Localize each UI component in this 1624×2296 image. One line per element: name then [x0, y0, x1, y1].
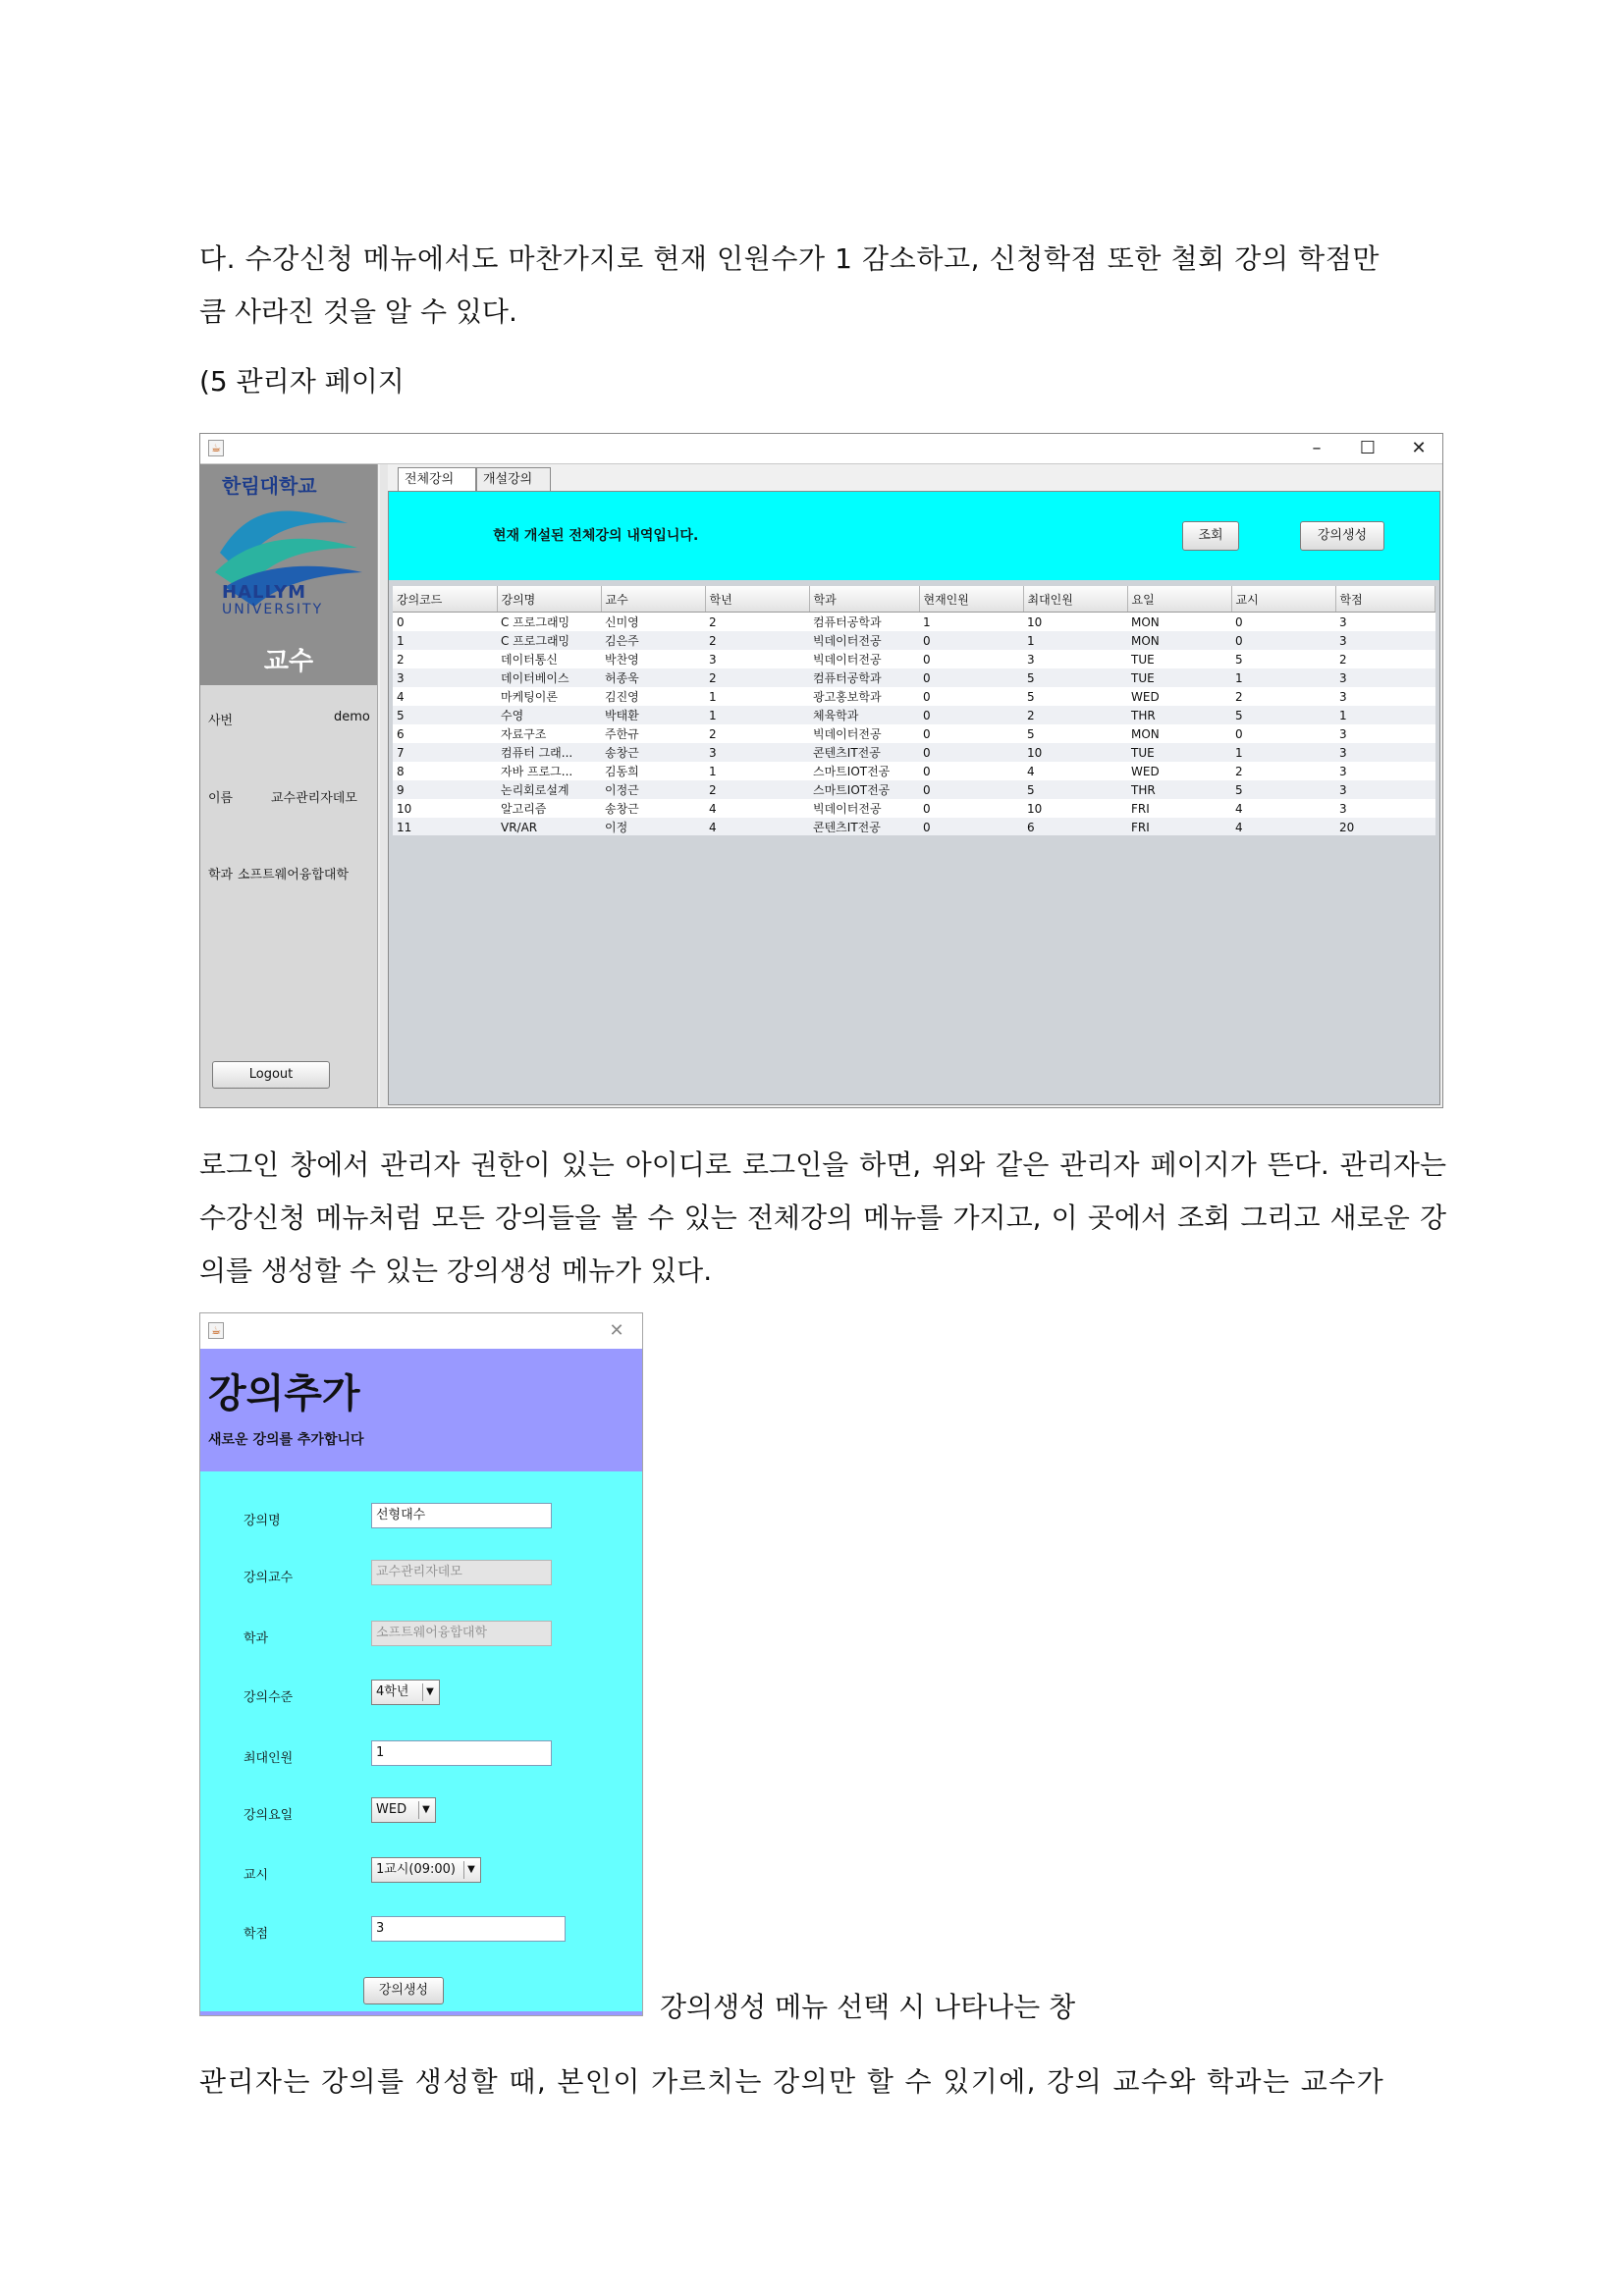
- table-row[interactable]: [393, 650, 1435, 668]
- name-label: 이름: [208, 791, 234, 806]
- table-cell: 2: [1235, 764, 1243, 778]
- table-cell: THR: [1127, 706, 1231, 724]
- level-select[interactable]: [371, 1680, 440, 1705]
- table-cell: FRI: [1131, 801, 1150, 816]
- table-row[interactable]: [393, 762, 1435, 780]
- table-cell: 3: [709, 652, 717, 667]
- table-cell: 1: [393, 631, 497, 650]
- table-cell: 이정근: [601, 780, 705, 799]
- table-cell: 빅데이터전공: [813, 802, 882, 816]
- paragraph-line-1: 다. 수강신청 메뉴에서도 마찬가지로 현재 인원수가 1 감소하고, 신청학점 또한 철회 강의 학점만: [199, 242, 1380, 275]
- table-cell: 2: [709, 726, 717, 741]
- table-cell: 0: [1235, 614, 1243, 629]
- window-titlebar: [200, 434, 1442, 464]
- java-app-icon: ☕: [208, 1322, 224, 1339]
- table-cell: 수영: [497, 706, 601, 724]
- table-cell: 0: [919, 668, 1023, 687]
- max-label: 최대인원: [244, 1751, 294, 1766]
- create-subtitle: 새로운 강의를 추가합니다: [208, 1432, 364, 1448]
- table-cell: 9: [393, 780, 497, 799]
- table-cell: 이정: [601, 818, 705, 835]
- search-button[interactable]: 조회: [1182, 521, 1239, 551]
- table-cell: 3: [705, 743, 809, 762]
- column-header[interactable]: 학점: [1335, 586, 1435, 613]
- table-cell: 빅데이터전공: [809, 631, 919, 650]
- table-header-row: [393, 586, 1435, 613]
- table-row[interactable]: [393, 631, 1435, 650]
- table-cell: 2: [1023, 706, 1127, 724]
- table-cell: 0: [919, 631, 1023, 650]
- java-app-icon: ☕: [208, 440, 224, 456]
- paragraph-line-final: 관리자는 강의를 생성할 때, 본인이 가르치는 강의만 할 수 있기에, 강의 교수와 학과는 교수가: [199, 2065, 1385, 2098]
- table-cell: 2: [705, 668, 809, 687]
- table-cell: 1: [1231, 668, 1335, 687]
- credit-field[interactable]: 3: [371, 1916, 566, 1942]
- table-cell: FRI: [1127, 818, 1231, 835]
- table-cell: 0: [397, 614, 405, 629]
- admin-window: [199, 433, 1443, 1108]
- table-row[interactable]: [393, 706, 1435, 724]
- column-header[interactable]: 최대인원: [1023, 586, 1127, 613]
- table-cell: 0: [919, 818, 1023, 835]
- dept-value: 소프트웨어융합대학: [238, 868, 350, 882]
- table-cell: 3: [1339, 726, 1347, 741]
- table-cell: MON: [1131, 726, 1160, 741]
- table-cell: WED: [1131, 764, 1160, 778]
- lecture-name-label: 강의명: [244, 1514, 281, 1528]
- day-select-value: WED: [376, 1802, 407, 1817]
- table-row[interactable]: [393, 780, 1435, 799]
- table-cell: 2: [1235, 689, 1243, 704]
- level-select-value: 4학년: [376, 1684, 409, 1699]
- table-cell: 4: [705, 818, 809, 835]
- day-label: 강의요일: [244, 1808, 294, 1823]
- table-cell: 컴퓨터공학과: [813, 615, 882, 629]
- table-cell: 11: [393, 818, 497, 835]
- lecture-name-field[interactable]: 선형대수: [371, 1503, 552, 1528]
- table-cell: 2: [1339, 652, 1347, 667]
- paragraph-line-2: 큼 사라진 것을 알 수 있다.: [199, 295, 517, 328]
- table-cell: TUE: [1127, 668, 1231, 687]
- column-header[interactable]: 학과: [809, 586, 919, 613]
- table-cell: 0: [923, 801, 931, 816]
- create-lecture-window: [199, 1312, 643, 2016]
- table-cell: 허종욱: [601, 668, 705, 687]
- table-cell: 1: [709, 689, 717, 704]
- close-icon[interactable]: ✕: [609, 1320, 624, 1341]
- paragraph-admin-desc: 로그인 창에서 관리자 권한이 있는 아이디로 로그인을 하면, 위와 같은 관리자 페이지가 뜬다. 관리자는 수강신청 메뉴처럼 모든 강의들을 볼 수 있는 전체강의 메뉴를 가지고, 이 곳에서 조회 그리고 새로운 강의를 생성할 수 있는 강의생성 메뉴가 있다.: [199, 1148, 1446, 1287]
- table-cell: 컴퓨터공학과: [809, 668, 919, 687]
- column-header[interactable]: 요일: [1127, 586, 1231, 613]
- tab-content: [388, 491, 1440, 1105]
- table-cell: 4: [1027, 764, 1035, 778]
- table-row[interactable]: [393, 743, 1435, 762]
- table-cell: 주한규: [605, 727, 639, 741]
- table-cell: 3: [1335, 780, 1435, 799]
- table-cell: 콘텐츠IT전공: [809, 743, 919, 762]
- lecture-table: [393, 586, 1435, 835]
- table-cell: 2: [397, 652, 405, 667]
- table-cell: 송창근: [601, 743, 705, 762]
- professor-field: 교수관리자데모: [371, 1560, 552, 1585]
- chevron-down-icon: ▼: [422, 1683, 437, 1701]
- table-cell: 1: [709, 764, 717, 778]
- table-cell: 알고리즘: [501, 802, 547, 816]
- close-icon[interactable]: ✕: [1411, 438, 1427, 458]
- table-cell: 7: [393, 743, 497, 762]
- table-cell: VR/AR: [497, 818, 601, 835]
- table-cell: TUE: [1127, 743, 1231, 762]
- table-cell: 1: [1023, 631, 1127, 650]
- table-cell: 0: [923, 764, 931, 778]
- chevron-down-icon: ▼: [463, 1861, 478, 1879]
- dept-label: 학과: [208, 868, 234, 882]
- table-cell: 5: [1231, 706, 1335, 724]
- university-logo: [200, 464, 377, 685]
- table-cell: 3: [1339, 614, 1347, 629]
- name-value: 교수관리자데모: [271, 791, 357, 806]
- table-cell: 3: [1335, 743, 1435, 762]
- table-cell: 2: [705, 631, 809, 650]
- chevron-down-icon: ▼: [418, 1801, 433, 1819]
- column-header[interactable]: 교수: [601, 586, 705, 613]
- table-cell: 3: [1339, 801, 1347, 816]
- period-label: 교시: [244, 1868, 269, 1883]
- table-cell: 5: [1023, 780, 1127, 799]
- dept-label: 학과: [244, 1631, 269, 1646]
- table-cell: 3: [1339, 689, 1347, 704]
- table-cell: 박태환: [601, 706, 705, 724]
- table-row[interactable]: [393, 668, 1435, 687]
- info-message: 현재 개설된 전체강의 내역입니다.: [493, 528, 699, 544]
- table-cell: 3: [1335, 668, 1435, 687]
- submit-create-button[interactable]: 강의생성: [363, 1977, 444, 2004]
- table-cell: 마케팅이론: [501, 690, 558, 704]
- table-cell: MON: [1131, 614, 1160, 629]
- professor-label: 강의교수: [244, 1571, 294, 1585]
- column-header[interactable]: 현재인원: [919, 586, 1023, 613]
- table-cell: 스마트IOT전공: [809, 780, 919, 799]
- table-cell: 10: [1027, 614, 1043, 629]
- table-row[interactable]: [393, 799, 1435, 818]
- table-cell: 송창근: [605, 802, 639, 816]
- logout-button[interactable]: Logout: [212, 1061, 330, 1089]
- table-cell: 4: [1231, 818, 1335, 835]
- table-row[interactable]: [393, 724, 1435, 743]
- table-cell: 1: [1231, 743, 1335, 762]
- table-cell: 5: [393, 706, 497, 724]
- table-cell: 광고홍보학과: [813, 690, 882, 704]
- table-cell: 5: [1231, 780, 1335, 799]
- column-header[interactable]: 교시: [1231, 586, 1335, 613]
- table-cell: 1: [923, 614, 931, 629]
- table-cell: 김진영: [605, 690, 639, 704]
- table-cell: 빅데이터전공: [813, 727, 882, 741]
- table-row[interactable]: [393, 687, 1435, 706]
- logo-english-subtext: UNIVERSITY: [222, 602, 324, 617]
- info-bar: [389, 492, 1439, 580]
- level-label: 강의수준: [244, 1690, 294, 1705]
- table-cell: 논리회로설계: [497, 780, 601, 799]
- section-heading: (5 관리자 페이지: [199, 365, 405, 398]
- minimize-icon[interactable]: –: [1312, 438, 1322, 458]
- id-label: 사번: [208, 714, 234, 728]
- table-cell: 2: [709, 614, 717, 629]
- table-cell: 3: [1339, 764, 1347, 778]
- table-cell: 2: [705, 780, 809, 799]
- table-cell: WED: [1131, 689, 1160, 704]
- tab-bar: [388, 467, 1442, 491]
- table-cell: MON: [1127, 631, 1231, 650]
- table-cell: 0: [1231, 631, 1335, 650]
- window-bottom-bar: [200, 2011, 642, 2015]
- table-cell: 김동희: [605, 765, 639, 778]
- dept-field: 소프트웨어융합대학: [371, 1621, 552, 1646]
- table-cell: THR: [1127, 780, 1231, 799]
- user-role: 교수: [263, 647, 314, 676]
- table-cell: 0: [919, 743, 1023, 762]
- table-cell: 5: [1027, 726, 1035, 741]
- table-cell: 0: [919, 706, 1023, 724]
- table-cell: 3: [1027, 652, 1035, 667]
- create-lecture-button[interactable]: 강의생성: [1300, 521, 1384, 551]
- table-cell: 데이터통신: [501, 653, 558, 667]
- panel-splitter[interactable]: [380, 464, 388, 1107]
- max-field[interactable]: 1: [371, 1740, 552, 1766]
- table-cell: 콘텐츠IT전공: [809, 818, 919, 835]
- table-cell: 빅데이터전공: [813, 653, 882, 667]
- table-cell: C 프로그래밍: [497, 631, 601, 650]
- create-window-titlebar: [200, 1313, 642, 1349]
- table-cell: 5: [1235, 652, 1243, 667]
- table-cell: 1: [1335, 706, 1435, 724]
- table-row[interactable]: [393, 818, 1435, 835]
- table-cell: 5: [1027, 689, 1035, 704]
- table-cell: 3: [1335, 631, 1435, 650]
- maximize-icon[interactable]: ☐: [1359, 438, 1377, 458]
- credit-label: 학점: [244, 1927, 269, 1942]
- table-row[interactable]: [393, 613, 1435, 632]
- column-header[interactable]: 학년: [705, 586, 809, 613]
- table-cell: 컴퓨터 그래...: [497, 743, 601, 762]
- day-select[interactable]: [371, 1797, 436, 1823]
- table-cell: 10: [1027, 801, 1043, 816]
- table-cell: 5: [1023, 668, 1127, 687]
- table-cell: 0: [919, 780, 1023, 799]
- table-cell: 4: [1235, 801, 1243, 816]
- table-cell: 4: [397, 689, 405, 704]
- table-cell: 20: [1335, 818, 1435, 835]
- figure-caption: 강의생성 메뉴 선택 시 나타나는 창: [660, 1991, 1076, 2023]
- tab-all-lectures[interactable]: 전체강의: [398, 467, 476, 491]
- table-cell: 0: [923, 652, 931, 667]
- table-cell: 1: [705, 706, 809, 724]
- table-cell: TUE: [1131, 652, 1155, 667]
- table-cell: C 프로그래밍: [501, 615, 570, 629]
- user-sidebar: [200, 464, 378, 1107]
- table-cell: 6: [397, 726, 405, 741]
- table-cell: 8: [397, 764, 405, 778]
- column-header[interactable]: 강의코드: [393, 586, 497, 613]
- table-cell: 0: [923, 726, 931, 741]
- column-header[interactable]: 강의명: [497, 586, 601, 613]
- create-header: [200, 1349, 642, 1471]
- table-cell: 6: [1023, 818, 1127, 835]
- period-select-value: 1교시(09:00): [376, 1862, 456, 1877]
- logo-korean-text: 한림대학교: [222, 474, 317, 498]
- table-cell: 10: [397, 801, 412, 816]
- table-cell: 3: [393, 668, 497, 687]
- table-cell: 10: [1023, 743, 1127, 762]
- id-value: demo: [334, 710, 370, 724]
- table-cell: 스마트IOT전공: [813, 765, 891, 778]
- table-cell: 4: [709, 801, 717, 816]
- table-cell: 체육학과: [809, 706, 919, 724]
- tab-opened-lectures[interactable]: 개설강의: [476, 467, 551, 491]
- table-cell: 김은주: [601, 631, 705, 650]
- table-cell: 0: [923, 689, 931, 704]
- table-cell: 자료구조: [501, 727, 547, 741]
- period-select[interactable]: [371, 1857, 481, 1883]
- logo-english-text: HALLYM: [222, 582, 307, 603]
- create-title: 강의추가: [208, 1371, 360, 1416]
- table-cell: 자바 프로그...: [501, 765, 573, 778]
- table-cell: 박찬영: [605, 653, 639, 667]
- table-cell: 신미영: [605, 615, 639, 629]
- table-cell: 0: [1235, 726, 1243, 741]
- table-cell: 데이터베이스: [497, 668, 601, 687]
